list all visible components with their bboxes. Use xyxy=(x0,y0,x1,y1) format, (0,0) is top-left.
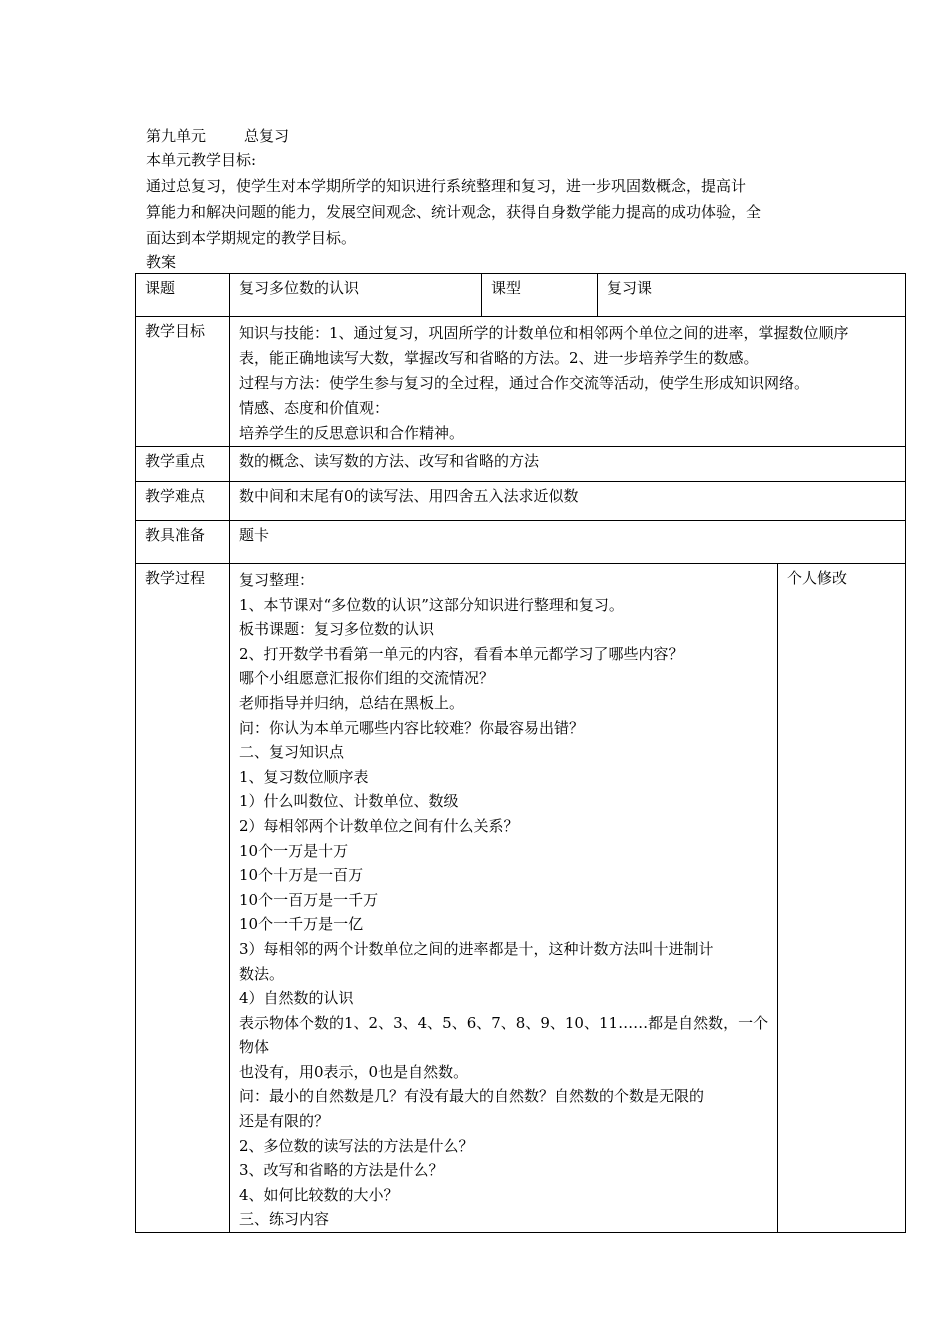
process-line: 10个十万是一百万 xyxy=(239,866,364,885)
process-line: 4）自然数的认识 xyxy=(239,989,354,1008)
unit-number: 第九单元 xyxy=(146,127,207,145)
process-line: 老师指导并归纳，总结在黑板上。 xyxy=(239,693,465,712)
process-line: 3、改写和省略的方法是什么？ xyxy=(239,1161,444,1180)
topic-label: 课题 xyxy=(136,274,230,317)
process-line: 表示物体个数的1、2、3、4、5、6、7、8、9、10、11……都是自然数，一个物体 xyxy=(239,1013,769,1057)
process-line: 也没有，用0表示，0也是自然数。 xyxy=(239,1062,469,1081)
process-line: 数法。 xyxy=(239,964,285,983)
process-line: 问：最小的自然数是几？有没有最大的自然数？自然数的个数是无限的 xyxy=(239,1087,705,1106)
process-line: 板书课题：复习多位数的认识 xyxy=(239,620,435,639)
objective-line: 培养学生的反思意识和合作精神。 xyxy=(239,424,465,442)
table-row xyxy=(136,317,906,447)
objective-label: 教学目标 xyxy=(136,317,230,447)
process-line: 二、复习知识点 xyxy=(239,743,345,762)
process-line: 三、练习内容 xyxy=(239,1210,330,1229)
key-value: 数的概念、读写数的方法、改写和省略的方法 xyxy=(230,447,906,482)
goal-heading: 本单元教学目标: xyxy=(146,151,257,169)
process-line: 2、多位数的读写法的方法是什么？ xyxy=(239,1136,474,1155)
process-line: 2、打开数学书看第一单元的内容，看看本单元都学习了哪些内容？ xyxy=(239,644,684,663)
personal-notes-label: 个人修改 xyxy=(778,564,906,1233)
process-line: 3）每相邻的两个计数单位之间的进率都是十，这种计数方法叫十进制计 xyxy=(239,939,714,958)
table-row xyxy=(136,482,906,521)
process-line: 10个一百万是一千万 xyxy=(239,890,379,909)
process-content xyxy=(230,564,778,1233)
type-label: 课型 xyxy=(482,274,598,317)
process-line: 问：你认为本单元哪些内容比较难？你最容易出错？ xyxy=(239,718,585,737)
objective-line: 过程与方法：使学生参与复习的全过程，通过合作交流等活动，使学生形成知识网络。 xyxy=(239,374,810,392)
plan-label: 教案 xyxy=(146,253,177,271)
process-line: 10个一万是十万 xyxy=(239,841,349,860)
goal-line: 算能力和解决问题的能力，发展空间观念、统计观念，获得自身数学能力提高的成功体验，全 xyxy=(146,203,762,221)
goal-line: 面达到本学期规定的教学目标。 xyxy=(146,229,357,247)
difficulty-value: 数中间和末尾有0的读写法、用四舍五入法求近似数 xyxy=(230,482,906,521)
tools-value: 题卡 xyxy=(230,521,906,564)
type-value: 复习课 xyxy=(598,274,906,317)
objective-line: 情感、态度和价值观： xyxy=(239,399,390,417)
lesson-plan-table xyxy=(135,273,906,1233)
process-line: 10个一千万是一亿 xyxy=(239,915,364,934)
key-label: 教学重点 xyxy=(136,447,230,482)
topic-value: 复习多位数的认识 xyxy=(230,274,482,317)
unit-title xyxy=(146,126,289,146)
process-line: 2）每相邻两个计数单位之间有什么关系？ xyxy=(239,816,519,835)
table-row xyxy=(136,447,906,482)
objective-line: 知识与技能：1、通过复习，巩固所学的计数单位和相邻两个单位之间的进率，掌握数位顺序 xyxy=(239,324,849,342)
goal-line: 通过总复习，使学生对本学期所学的知识进行系统整理和复习，进一步巩固数概念，提高计 xyxy=(146,177,747,195)
table-row xyxy=(136,274,906,317)
process-line: 还是有限的？ xyxy=(239,1112,330,1131)
process-line: 复习整理： xyxy=(239,571,315,589)
process-line: 1）什么叫数位、计数单位、数级 xyxy=(239,792,459,811)
tools-label: 教具准备 xyxy=(136,521,230,564)
process-line: 1、本节课对“多位数的认识”这部分知识进行整理和复习。 xyxy=(239,595,624,614)
unit-name: 总复习 xyxy=(244,127,290,145)
table-row xyxy=(136,521,906,564)
objective-value xyxy=(230,317,906,447)
difficulty-label: 教学难点 xyxy=(136,482,230,521)
objective-line: 表，能正确地读写大数，掌握改写和省略的方法。2、进一步培养学生的数感。 xyxy=(239,349,759,367)
process-line: 4、如何比较数的大小？ xyxy=(239,1185,399,1204)
process-label: 教学过程 xyxy=(136,564,230,1233)
process-line: 哪个小组愿意汇报你们组的交流情况？ xyxy=(239,669,495,688)
process-line: 1、复习数位顺序表 xyxy=(239,767,369,786)
table-row xyxy=(136,564,906,1233)
